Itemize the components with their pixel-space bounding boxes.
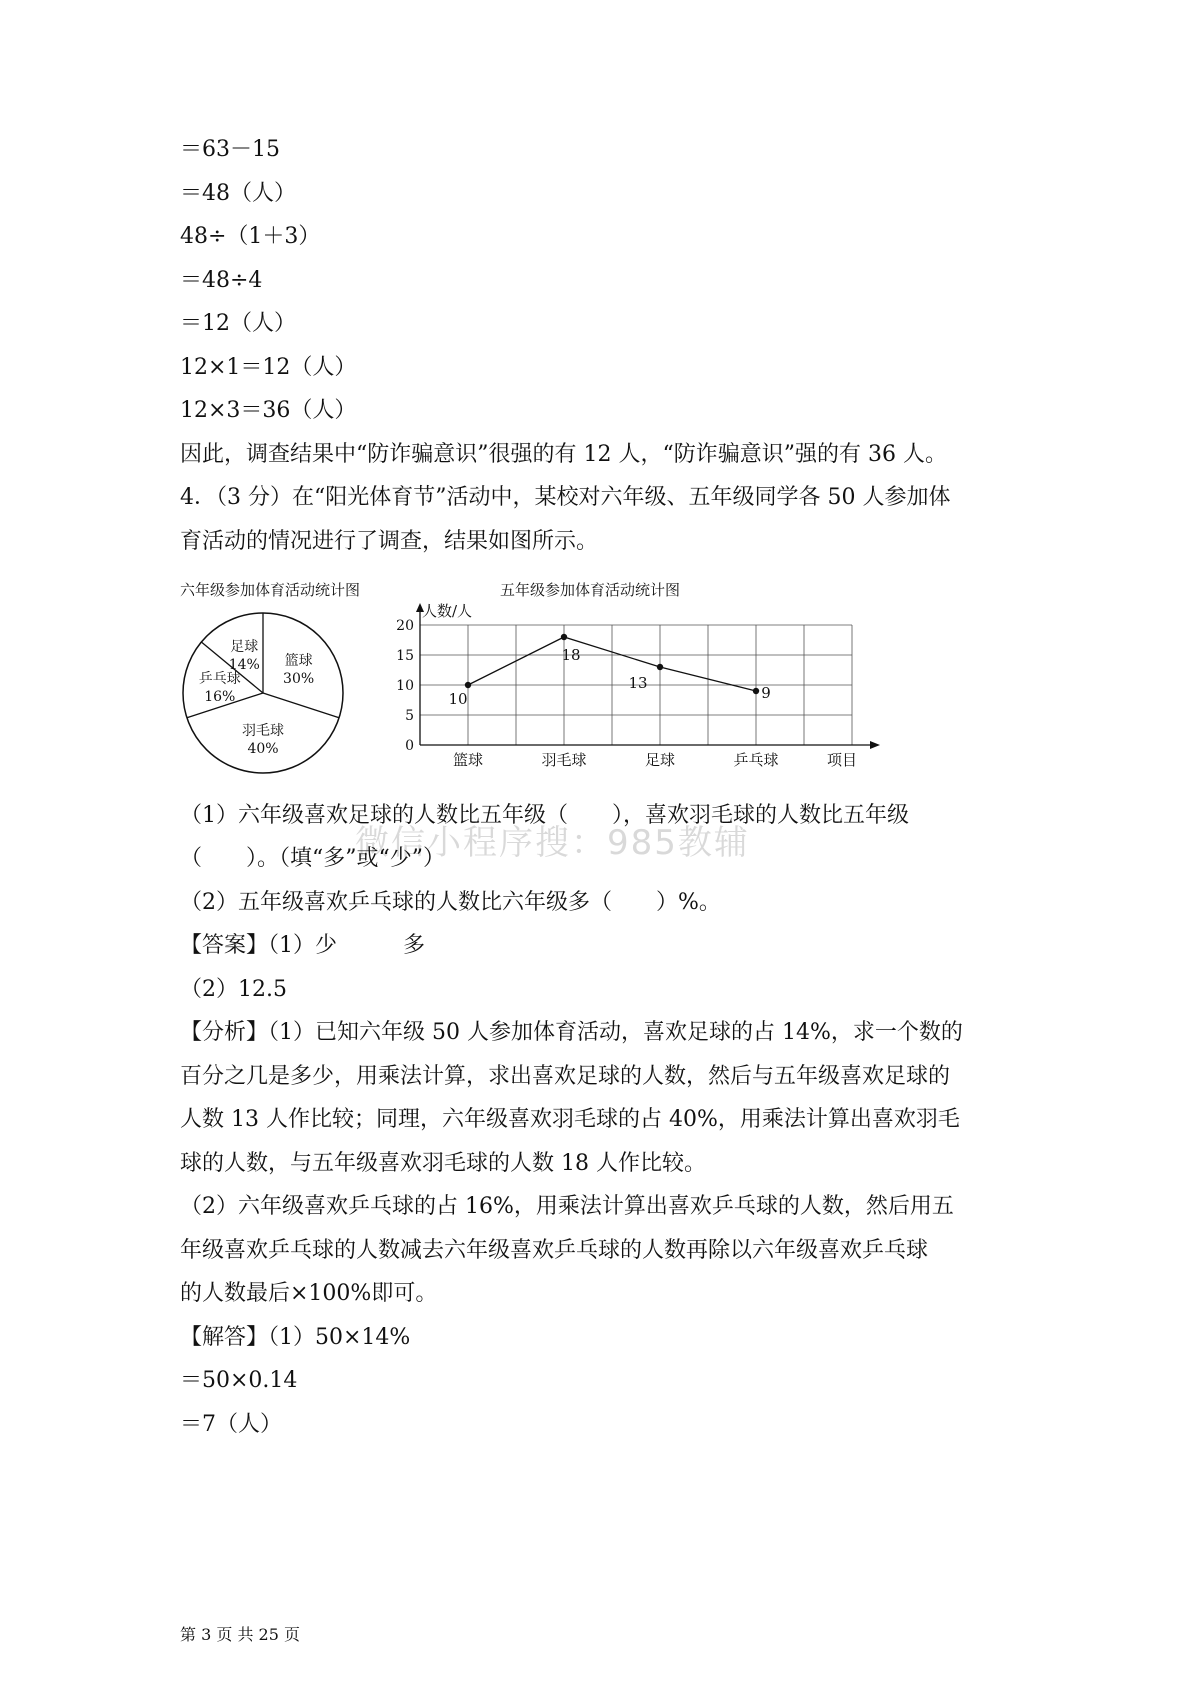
pie-slice-value: 16% bbox=[204, 688, 236, 705]
y-tick-label: 15 bbox=[396, 648, 414, 664]
y-tick-label: 10 bbox=[396, 678, 414, 694]
text-line: 育活动的情况进行了调查，结果如图所示。 bbox=[180, 529, 599, 554]
pie-chart bbox=[180, 610, 370, 800]
pie-slice-label: 篮球 bbox=[284, 653, 313, 670]
analysis-line: 百分之几是多少，用乘法计算，求出喜欢足球的人数，然后与五年级喜欢足球的 bbox=[180, 1064, 951, 1089]
y-axis-label: 人数/人 bbox=[422, 602, 473, 620]
text-line: 12×1＝12（人） bbox=[180, 355, 357, 380]
pie-slice-boundary bbox=[263, 693, 339, 718]
analysis-line: 年级喜欢乒乓球的人数减去六年级喜欢乒乓球的人数再除以六年级喜欢乒乓球 bbox=[180, 1238, 929, 1263]
x-tick-label: 足球 bbox=[644, 751, 676, 769]
text-line: ＝48÷4 bbox=[180, 268, 263, 293]
line-chart bbox=[395, 600, 905, 800]
pie-slice-value: 40% bbox=[247, 741, 279, 757]
solution-line: ＝50×0.14 bbox=[180, 1368, 298, 1393]
y-tick-label: 5 bbox=[405, 708, 414, 724]
analysis-line: 球的人数，与五年级喜欢羽毛球的人数 18 人作比较。 bbox=[180, 1151, 706, 1176]
text-line: （2）五年级喜欢乒乓球的人数比六年级多（ ）%。 bbox=[180, 890, 721, 915]
text-line: ＝63－15 bbox=[180, 137, 280, 162]
solution-line: ＝7（人） bbox=[180, 1412, 282, 1437]
text-line: ＝48（人） bbox=[180, 181, 296, 206]
x-tick-label: 乒乓球 bbox=[733, 751, 779, 769]
analysis-line: 人数 13 人作比较；同理，六年级喜欢羽毛球的占 40%，用乘法计算出喜欢羽毛 bbox=[180, 1107, 960, 1132]
analysis-line: （2）六年级喜欢乒乓球的占 16%，用乘法计算出喜欢乒乓球的人数，然后用五 bbox=[180, 1194, 954, 1219]
analysis-line: 【分析】（1）已知六年级 50 人参加体育活动，喜欢足球的占 14%，求一个数的 bbox=[180, 1020, 963, 1045]
answer-line: 【答案】（1）少 多 bbox=[180, 933, 425, 958]
line-chart-title: 五年级参加体育活动统计图 bbox=[500, 581, 681, 599]
data-label: 13 bbox=[628, 674, 648, 692]
pie-slice-label: 羽毛球 bbox=[242, 723, 284, 739]
data-label: 9 bbox=[761, 684, 771, 702]
question-header: 4．（3 分）在“阳光体育节”活动中，某校对六年级、五年级同学各 50 人参加体 bbox=[180, 485, 951, 510]
answer-line: （2）12.5 bbox=[180, 977, 287, 1002]
text-line: 48÷（1＋3） bbox=[180, 224, 321, 249]
pie-slice-value: 30% bbox=[283, 671, 315, 688]
x-axis-label: 项目 bbox=[826, 751, 858, 769]
text-line: （1）六年级喜欢足球的人数比五年级（ ），喜欢羽毛球的人数比五年级 bbox=[180, 803, 909, 828]
analysis-line: 的人数最后×100%即可。 bbox=[180, 1281, 438, 1306]
pie-slice-label: 足球 bbox=[230, 639, 259, 656]
data-point bbox=[753, 688, 759, 694]
text-line: （ ）。（填“多”或“少”） bbox=[180, 846, 445, 871]
page-footer: 第 3 页 共 25 页 bbox=[180, 1625, 300, 1644]
data-label: 18 bbox=[561, 646, 581, 664]
y-tick-label: 20 bbox=[396, 618, 414, 634]
text-line: 12×3＝36（人） bbox=[180, 398, 357, 423]
pie-slice-value: 14% bbox=[228, 657, 260, 674]
pie-slice-label: 乒乓球 bbox=[198, 670, 241, 687]
x-axis-arrow bbox=[870, 741, 880, 749]
x-tick-label: 羽毛球 bbox=[541, 751, 587, 769]
data-label: 10 bbox=[448, 690, 468, 708]
y-tick-label: 0 bbox=[405, 738, 414, 754]
x-tick-label: 篮球 bbox=[452, 751, 484, 769]
text-line: ＝12（人） bbox=[180, 311, 296, 336]
data-point bbox=[657, 664, 663, 670]
solution-line: 【解答】（1）50×14% bbox=[180, 1325, 411, 1350]
pie-chart-title: 六年级参加体育活动统计图 bbox=[180, 581, 361, 599]
data-point bbox=[561, 634, 567, 640]
data-point bbox=[465, 682, 471, 688]
watermark: 微信小程序搜：985教辅 bbox=[355, 823, 750, 863]
text-line: 因此，调查结果中“防诈骗意识”很强的有 12 人，“防诈骗意识”强的有 36 人。 bbox=[180, 442, 947, 467]
